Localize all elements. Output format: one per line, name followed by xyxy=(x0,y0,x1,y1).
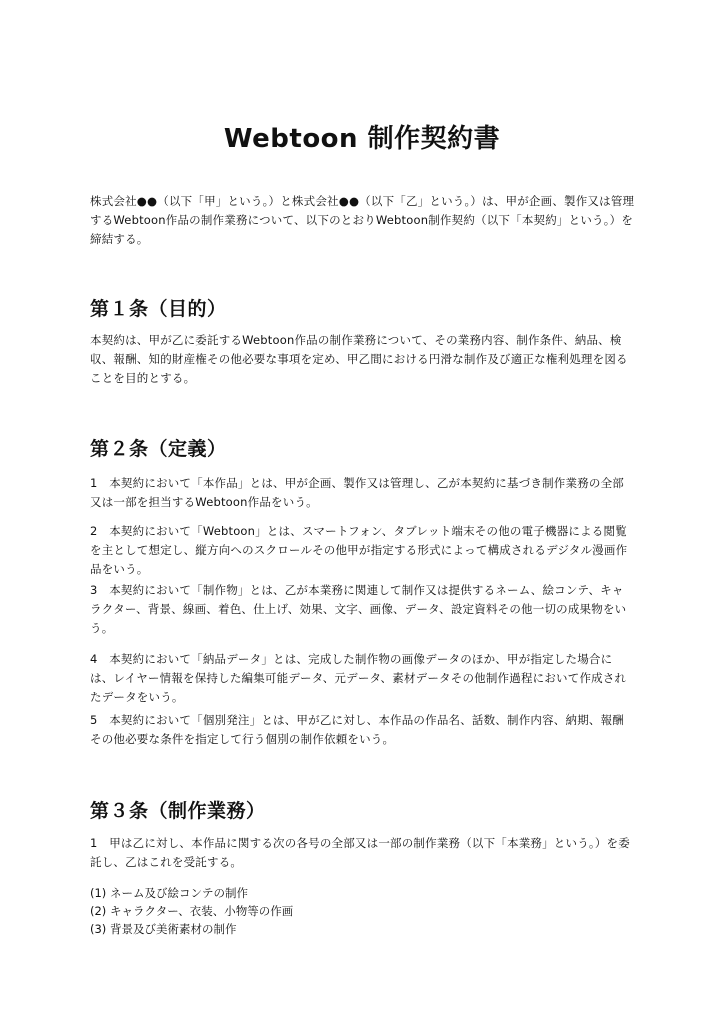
article2-clause-3: 3 本契約において「制作物」とは、乙が本業務に関連して制作又は提供するネーム、絵コンテ、キャラクター、背景、線画、着色、仕上げ、効果、文字、画像、データ、設定資料その他一切の成果物をいう。 xyxy=(90,583,627,635)
article3-item-3: (3) 背景及び美術素材の制作 xyxy=(90,922,237,936)
preamble-paragraph: 株式会社●●（以下「甲」という。）と株式会社●●（以下「乙」という。）は、甲が企画、製作又は管理するWebtoon作品の制作業務について、以下のとおりWebtoon制作契約（以下「本契約」という。）を締結する。 xyxy=(90,194,635,246)
document-title: Webtoon 制作契約書 xyxy=(223,124,501,154)
article2-heading: 第２条（定義） xyxy=(90,438,227,460)
article3-heading: 第３条（制作業務） xyxy=(90,800,266,822)
article2-clause-2: 2 本契約において「Webtoon」とは、スマートフォン、タブレット端末その他の電子機器による閲覧を主として想定し、縦方向へのスクロールその他甲が指定する形式によって構成されるデジタル漫画作品をいう。 xyxy=(90,524,628,576)
article1-heading: 第１条（目的） xyxy=(90,298,227,320)
article2-clause-5: 5 本契約において「個別発注」とは、甲が乙に対し、本作品の作品名、話数、制作内容、納期、報酬その他必要な条件を指定して行う個別の制作依頼をいう。 xyxy=(90,713,625,746)
article2-clause-1: 1 本契約において「本作品」とは、甲が企画、製作又は管理し、乙が本契約に基づき制作業務の全部又は一部を担当するWebtoon作品をいう。 xyxy=(90,476,625,509)
article1-body: 本契約は、甲が乙に委託するWebtoon作品の制作業務について、その業務内容、制作条件、納品、検収、報酬、知的財産権その他必要な事項を定め、甲乙間における円滑な制作及び適正な権利処理を図ることを目的とする。 xyxy=(90,333,628,385)
article3-clause-1: 1 甲は乙に対し、本作品に関する次の各号の全部又は一部の制作業務（以下「本業務」という。）を委託し、乙はこれを受託する。 xyxy=(90,836,630,869)
article2-clause-4: 4 本契約において「納品データ」とは、完成した制作物の画像データのほか、甲が指定した場合には、レイヤー情報を保持した編集可能データ、元データ、素材データその他制作過程において作成されたデータをいう。 xyxy=(90,652,627,704)
article3-item-2: (2) キャラクター、衣装、小物等の作画 xyxy=(90,904,294,918)
article3-item-1: (1) ネーム及び絵コンテの制作 xyxy=(90,886,248,900)
